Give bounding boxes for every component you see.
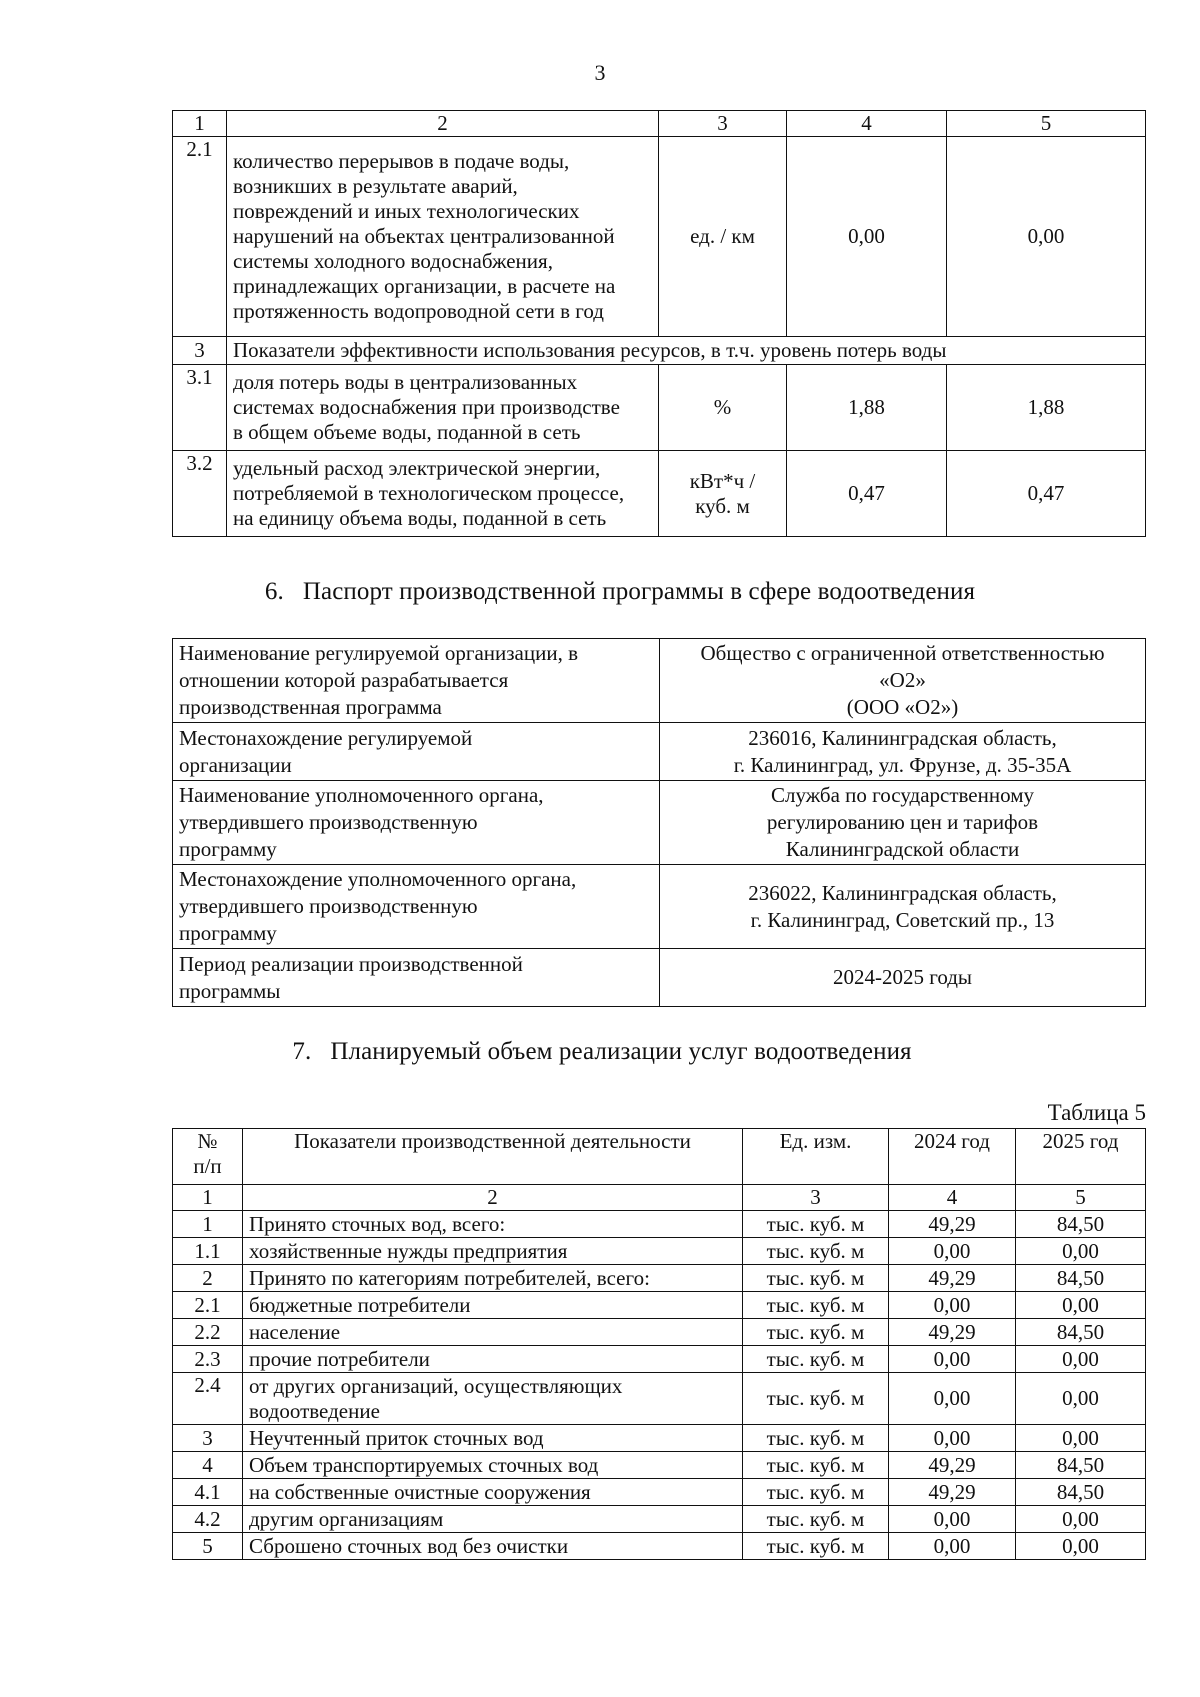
row-number: 2.4 — [173, 1373, 243, 1425]
passport-value — [660, 639, 1146, 723]
row-number: 4.1 — [173, 1479, 243, 1506]
table-row — [173, 1211, 1146, 1238]
table-row — [173, 1533, 1146, 1560]
text-line: Период реализации производственной — [179, 951, 523, 976]
program-passport-table — [172, 638, 1146, 1007]
column-number: 3 — [743, 1185, 889, 1211]
text-line: утвердившего производственную — [179, 894, 478, 918]
text-line: Служба по государственному — [770, 783, 1034, 807]
column-number: 1 — [173, 111, 227, 137]
row-number: 3 — [173, 337, 227, 365]
indicator-name — [243, 1292, 743, 1319]
row-number: 3 — [173, 1425, 243, 1452]
row-number: 2.1 — [173, 1292, 243, 1319]
text-line: программу — [179, 921, 277, 945]
text-line: № — [197, 1129, 218, 1153]
header-year-2024: 2024 год — [889, 1129, 1016, 1185]
value-cell: 0,00 — [947, 137, 1146, 337]
table-row — [173, 1373, 1146, 1425]
wastewater-volume-table — [172, 1128, 1146, 1560]
value-cell: 1,88 — [787, 365, 947, 451]
header-unit: Ед. изм. — [743, 1129, 889, 1185]
value-cell-2024: 0,00 — [889, 1425, 1016, 1452]
text-line: в общем объеме воды, поданной в сеть — [233, 420, 581, 444]
text-line: Общество с ограниченной ответственностью — [700, 641, 1105, 665]
unit-cell: тыс. куб. м — [743, 1292, 889, 1319]
passport-value — [660, 949, 1146, 1007]
table-row — [173, 1238, 1146, 1265]
unit-cell: тыс. куб. м — [743, 1319, 889, 1346]
section-7-heading — [0, 1038, 1200, 1066]
unit-cell: тыс. куб. м — [743, 1346, 889, 1373]
text-line: возникших в результате аварий, — [233, 174, 518, 198]
text-line: (ООО «О2») — [846, 695, 959, 719]
text-line: «О2» — [879, 668, 926, 692]
value-cell-2024: 49,29 — [889, 1211, 1016, 1238]
value-cell-2024: 0,00 — [889, 1506, 1016, 1533]
section-title: Паспорт производственной программы в сфере водоотведения — [302, 578, 976, 605]
section-number: 6. — [264, 578, 284, 605]
value-cell-2025: 84,50 — [1016, 1265, 1146, 1292]
passport-row — [173, 949, 1146, 1007]
indicator-name — [243, 1346, 743, 1373]
value-cell-2024: 49,29 — [889, 1265, 1016, 1292]
page-number: 3 — [594, 60, 606, 85]
section-6-heading — [0, 578, 1200, 606]
passport-label — [173, 865, 660, 949]
passport-row — [173, 639, 1146, 723]
passport-row — [173, 781, 1146, 865]
unit-cell: тыс. куб. м — [743, 1533, 889, 1560]
passport-value — [660, 723, 1146, 781]
value-cell-2024: 0,00 — [889, 1533, 1016, 1560]
text-line: доля потерь воды в централизованных — [233, 370, 578, 394]
row-number: 4 — [173, 1452, 243, 1479]
row-number: 2.2 — [173, 1319, 243, 1346]
text-line: прочие потребители — [249, 1346, 430, 1371]
text-line: водоотведение — [249, 1398, 380, 1423]
text-line: г. Калининград, Советский пр., 13 — [750, 907, 1055, 932]
row-number: 2.3 — [173, 1346, 243, 1373]
text-line: системы холодного водоснабжения, — [233, 249, 553, 273]
value-cell-2025: 0,00 — [1016, 1346, 1146, 1373]
unit-cell — [659, 451, 787, 537]
unit-cell: тыс. куб. м — [743, 1425, 889, 1452]
text-line: производственная программа — [179, 695, 442, 719]
text-line: регулированию цен и тарифов — [766, 810, 1039, 834]
row-number: 5 — [173, 1533, 243, 1560]
table-row — [173, 365, 1146, 451]
text-line: 236022, Калининградская область, — [748, 880, 1057, 905]
value-cell-2025: 0,00 — [1016, 1533, 1146, 1560]
row-number: 3.2 — [173, 451, 227, 537]
passport-value — [660, 865, 1146, 949]
header-indicator: Показатели производственной деятельности — [243, 1129, 743, 1185]
text-line: потребляемой в технологическом процессе, — [233, 481, 625, 505]
text-line: программы — [179, 978, 281, 1003]
table-row — [173, 137, 1146, 337]
text-line: Принято по категориям потребителей, всего: — [249, 1265, 650, 1290]
value-cell-2025: 84,50 — [1016, 1452, 1146, 1479]
column-number: 1 — [173, 1185, 243, 1211]
text-line: другим организациям — [249, 1506, 444, 1531]
passport-label — [173, 949, 660, 1007]
table-row — [173, 1319, 1146, 1346]
value-cell-2024: 0,00 — [889, 1238, 1016, 1265]
row-number: 2 — [173, 1265, 243, 1292]
header-row — [173, 1129, 1146, 1185]
value-cell-2025: 0,00 — [1016, 1425, 1146, 1452]
text-line: 236016, Калининградская область, — [748, 725, 1057, 750]
value-cell-2024: 49,29 — [889, 1452, 1016, 1479]
text-line: Калининградской области — [785, 837, 1020, 861]
column-number: 5 — [947, 111, 1146, 137]
text-line: от других организаций, осуществляющих — [249, 1373, 623, 1398]
text-line: количество перерывов в подаче воды, — [233, 149, 570, 173]
unit-cell: % — [659, 365, 787, 451]
text-line: Местонахождение уполномоченного органа, — [179, 867, 577, 891]
text-line: бюджетные потребители — [249, 1292, 471, 1317]
text-line: на единицу объема воды, поданной в сеть — [233, 506, 607, 530]
indicator-name — [227, 451, 659, 537]
column-number: 2 — [243, 1185, 743, 1211]
value-cell: 0,47 — [787, 451, 947, 537]
table-body — [173, 1211, 1146, 1560]
indicator-name — [243, 1479, 743, 1506]
value-cell: 1,88 — [947, 365, 1146, 451]
indicator-name — [243, 1506, 743, 1533]
indicator-name — [243, 1238, 743, 1265]
passport-label — [173, 723, 660, 781]
column-numbers-row — [173, 111, 1146, 137]
table-row — [173, 1479, 1146, 1506]
indicator-name — [243, 1452, 743, 1479]
indicator-name — [227, 365, 659, 451]
value-cell-2025: 0,00 — [1016, 1506, 1146, 1533]
text-line: Местонахождение регулируемой — [179, 725, 473, 750]
value-cell-2025: 84,50 — [1016, 1479, 1146, 1506]
value-cell-2024: 0,00 — [889, 1373, 1016, 1425]
text-line: кВт*ч / — [689, 468, 756, 493]
table-row — [173, 1346, 1146, 1373]
indicator-name — [227, 137, 659, 337]
value-cell: 0,00 — [787, 137, 947, 337]
text-line: Принято сточных вод, всего: — [249, 1211, 506, 1236]
text-line: Наименование регулируемой организации, в — [179, 641, 579, 665]
table-row — [173, 451, 1146, 537]
text-line: население — [249, 1319, 341, 1344]
column-number: 4 — [889, 1185, 1016, 1211]
value-cell: 0,47 — [947, 451, 1146, 537]
text-line: отношении которой разрабатывается — [179, 668, 509, 692]
indicator-name — [243, 1533, 743, 1560]
column-number: 5 — [1016, 1185, 1146, 1211]
indicator-name — [243, 1265, 743, 1292]
indicator-name — [243, 1211, 743, 1238]
value-cell-2025: 84,50 — [1016, 1319, 1146, 1346]
column-number: 2 — [227, 111, 659, 137]
section-title: Планируемый объем реализации услуг водоотведения — [330, 1038, 912, 1065]
table-row — [173, 1425, 1146, 1452]
text-line: на собственные очистные сооружения — [249, 1479, 591, 1504]
unit-cell: тыс. куб. м — [743, 1479, 889, 1506]
indicator-name — [243, 1425, 743, 1452]
text-line: хозяйственные нужды предприятия — [249, 1238, 568, 1263]
text-line: Наименование уполномоченного органа, — [179, 783, 544, 807]
value-cell-2024: 0,00 — [889, 1292, 1016, 1319]
indicator-name — [243, 1373, 743, 1425]
water-supply-indicators-table — [172, 110, 1146, 537]
row-number: 4.2 — [173, 1506, 243, 1533]
indicator-name — [243, 1319, 743, 1346]
passport-row — [173, 723, 1146, 781]
passport-row — [173, 865, 1146, 949]
value-cell-2025: 0,00 — [1016, 1292, 1146, 1319]
text-line: программу — [179, 837, 277, 861]
text-line: Неучтенный приток сточных вод — [249, 1425, 544, 1450]
table-row — [173, 1452, 1146, 1479]
text-line: утвердившего производственную — [179, 810, 478, 834]
text-line: протяженность водопроводной сети в год — [233, 299, 604, 323]
text-line: организации — [179, 752, 292, 777]
text-line: нарушений на объектах централизованной — [233, 224, 615, 248]
unit-cell: тыс. куб. м — [743, 1373, 889, 1425]
section-row — [173, 337, 1146, 365]
text-line: п/п — [193, 1154, 222, 1178]
text-line: удельный расход электрической энергии, — [233, 456, 601, 480]
text-line: принадлежащих организации, в расчете на — [233, 274, 616, 298]
value-cell-2025: 84,50 — [1016, 1211, 1146, 1238]
header-num — [173, 1129, 243, 1185]
unit-cell: тыс. куб. м — [743, 1211, 889, 1238]
text-line: Сброшено сточных вод без очистки — [249, 1533, 569, 1558]
unit-cell: тыс. куб. м — [743, 1238, 889, 1265]
unit-cell: тыс. куб. м — [743, 1265, 889, 1292]
unit-cell: тыс. куб. м — [743, 1452, 889, 1479]
section-title: Показатели эффективности использования ресурсов, в т.ч. уровень потерь воды — [227, 337, 1146, 365]
table-row — [173, 1506, 1146, 1533]
table-row — [173, 1292, 1146, 1319]
passport-label — [173, 781, 660, 865]
text-line: 2024-2025 годы — [832, 965, 973, 989]
header-year-2025: 2025 год — [1016, 1129, 1146, 1185]
value-cell-2024: 0,00 — [889, 1346, 1016, 1373]
row-number: 1.1 — [173, 1238, 243, 1265]
unit-cell: ед. / км — [659, 137, 787, 337]
text-line: системах водоснабжения при производстве — [233, 395, 620, 419]
text-line: г. Калининград, ул. Фрунзе, д. 35-35А — [733, 752, 1072, 777]
text-line: куб. м — [695, 493, 750, 518]
column-numbers-row — [173, 1185, 1146, 1211]
passport-value — [660, 781, 1146, 865]
table-row — [173, 1265, 1146, 1292]
passport-label — [173, 639, 660, 723]
column-number: 3 — [659, 111, 787, 137]
unit-cell: тыс. куб. м — [743, 1506, 889, 1533]
column-number: 4 — [787, 111, 947, 137]
text-line: повреждений и иных технологических — [233, 199, 580, 223]
value-cell-2024: 49,29 — [889, 1479, 1016, 1506]
value-cell-2024: 49,29 — [889, 1319, 1016, 1346]
table-caption: Таблица 5 — [1047, 1100, 1146, 1125]
text-line: Объем транспортируемых сточных вод — [249, 1452, 599, 1477]
value-cell-2025: 0,00 — [1016, 1373, 1146, 1425]
row-number: 1 — [173, 1211, 243, 1238]
row-number: 3.1 — [173, 365, 227, 451]
section-number: 7. — [292, 1038, 312, 1065]
row-number: 2.1 — [173, 137, 227, 337]
value-cell-2025: 0,00 — [1016, 1238, 1146, 1265]
